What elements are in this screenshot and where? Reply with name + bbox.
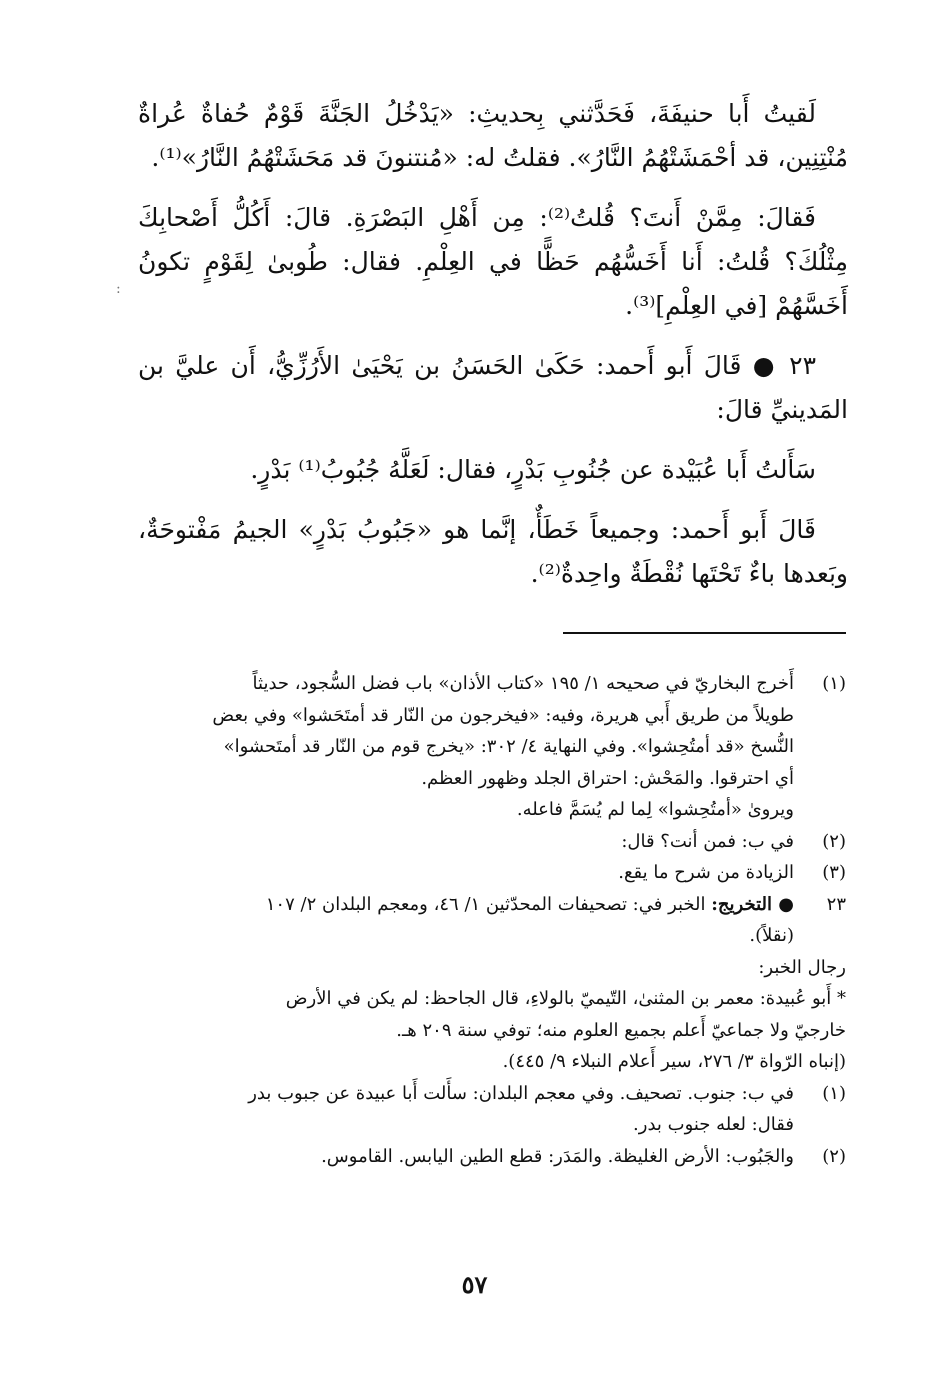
margin-mark: : — [116, 281, 121, 297]
footnote-line: أي احترقوا. والمَحْش: احتراق الجلد وظهور العظم. — [421, 767, 794, 789]
takhrij-note — [140, 889, 846, 952]
rijal-line: خارجيّ ولا جماعيّ أَعلم بجميع العلوم منه؛ توفي سنة ٢٠٩ هـ. — [396, 1019, 846, 1041]
footnotes — [140, 668, 846, 1172]
rijal-heading: رجال الخبر: — [758, 956, 846, 978]
takhrij-label: ● التخريج: — [711, 893, 794, 915]
rijal-line: (إنباه الرّواة ٣/ ٢٧٦، سير أَعلام النبلاء ٩/ ٤٤٥). — [502, 1051, 846, 1072]
footnote-line: الزيادة من شرح ما يقع. — [618, 862, 794, 883]
footnote-line: فقال: لعله جنوب بدر. — [633, 1114, 794, 1135]
paragraph-dialogue: فَقالَ: مِمَّنْ أَنتَ؟ قُلتُ⁽²⁾: مِن أَهْلِ البَصْرَةِ. قالَ: أَكُلُّ أَصْحابِكَ مِثْلُكَ؟ قُلتُ: أَنا أَخَسُّهُم حَظًّا في العِلْمِ. فقال: طُوبىٰ لِقَوْمٍ تكونُ أَخَسَّهُمْ [في العِلْمِ]⁽³⁾. — [138, 203, 848, 320]
footnote-b2 — [140, 1141, 846, 1173]
rijal-line: * أَبو عُبيدة: معمر بن المثنىٰ، التّيميّ بالولاءِ، قال الجاحظ: لم يكن في الأرض — [285, 988, 846, 1009]
footnote-body — [140, 857, 794, 889]
takhrij-text: الخبر في: تصحيفات المحدّثين ١/ ٤٦، ومعجم البلدان ٢/ ١٠٧ — [265, 893, 706, 915]
footnote-line: والجَبُوب: الأرض الغليظة. والمَدَر: قطع الطين اليابس. القاموس. — [321, 1145, 794, 1167]
footnote-b1 — [140, 1078, 846, 1141]
paragraph-abu-ahmad: قَالَ أَبو أَحمد: وجميعاً خَطَأٌ، إنَّما هو «جَبُوبُ بَدْرٍ» الجيمُ مَفْتوحَةٌ، وبَعدها باءٌ تَحْتَها نُقْطَةٌ واحِدةٌ⁽²⁾. — [138, 515, 848, 588]
footnote-number: (١) — [822, 1082, 846, 1104]
takhrij-number: ٢٣ — [826, 893, 846, 915]
footnote-line: النُّسخ «قد أمتُحِشوا». وفي النهاية ٤/ ٣٠٢: «يخرج قوم من النّار قد أمتَحشوا» — [223, 736, 794, 757]
paragraph-abu-ubayda: سَأَلتُ أَبا عُبَيْدة عن جُنُوبِ بَدْرٍ، فقال: لَعَلَّهُ جُبُوبُ⁽¹⁾ بَدْرٍ. — [250, 455, 816, 484]
paragraph-report-23: ٢٣ ● قَالَ أَبو أَحمد: حَكَىٰ الحَسَنُ بن يَحْيَىٰ الأَرُزِّيُّ، أَن عليَّ بن المَدينيِّ قالَ: — [138, 351, 848, 424]
footnote-line: في ب: جنوب. تصحيف. وفي معجم البلدان: سأَلت أَبا عبيدة عن جبوب بدر — [248, 1082, 794, 1104]
page-number: ٥٧ — [461, 1270, 488, 1299]
footnote-line: ويروىٰ «أمتُحِشوا» لِما لم يُسَمَّ فاعله. — [516, 799, 794, 820]
takhrij-line — [140, 889, 794, 921]
footnote-number: (٢) — [822, 1145, 846, 1167]
footnote-number: (٢) — [822, 830, 846, 852]
footnote-body — [140, 826, 794, 858]
footnote-separator — [563, 632, 846, 634]
footnote-body — [140, 668, 794, 826]
footnote-body — [140, 1141, 794, 1173]
footnote-line: في ب: فمن أنت؟ قال: — [621, 830, 794, 852]
footnote-line: طويلاً من طريق أَبي هريرة، وفيه: «فيخرجون من النّار قد أمتَحَشوا» وفي بعض — [212, 704, 794, 726]
footnote-1 — [140, 668, 846, 826]
footnote-3 — [140, 857, 846, 889]
footnote-number: (٣) — [822, 862, 846, 883]
footnote-line: أَخرج البخاريّ في صحيحه ١/ ١٩٥ «كتاب الأذان» باب فضل السُّجود، حديثاً — [252, 673, 794, 694]
paragraph-hadith: لَقيتُ أَبا حنيفَةَ، فَحَدَّثني بِحديثِ: «يَدْخُلُ الجَنَّةَ قَوْمٌ حُفاةٌ عُراةٌ مُنْتِنِين، قد أحْمَشَتْهُمُ النَّارُ». فقلتُ له: «مُنتنونَ قد مَحَشَتْهُمُ النَّارُ»⁽¹⁾. — [138, 99, 848, 172]
takhrij-body — [140, 889, 794, 952]
footnote-2 — [140, 826, 846, 858]
footnote-body — [140, 1078, 794, 1141]
takhrij-line: (نقلاً). — [749, 925, 794, 946]
footnote-number: (١) — [822, 673, 846, 694]
main-text — [138, 92, 848, 612]
